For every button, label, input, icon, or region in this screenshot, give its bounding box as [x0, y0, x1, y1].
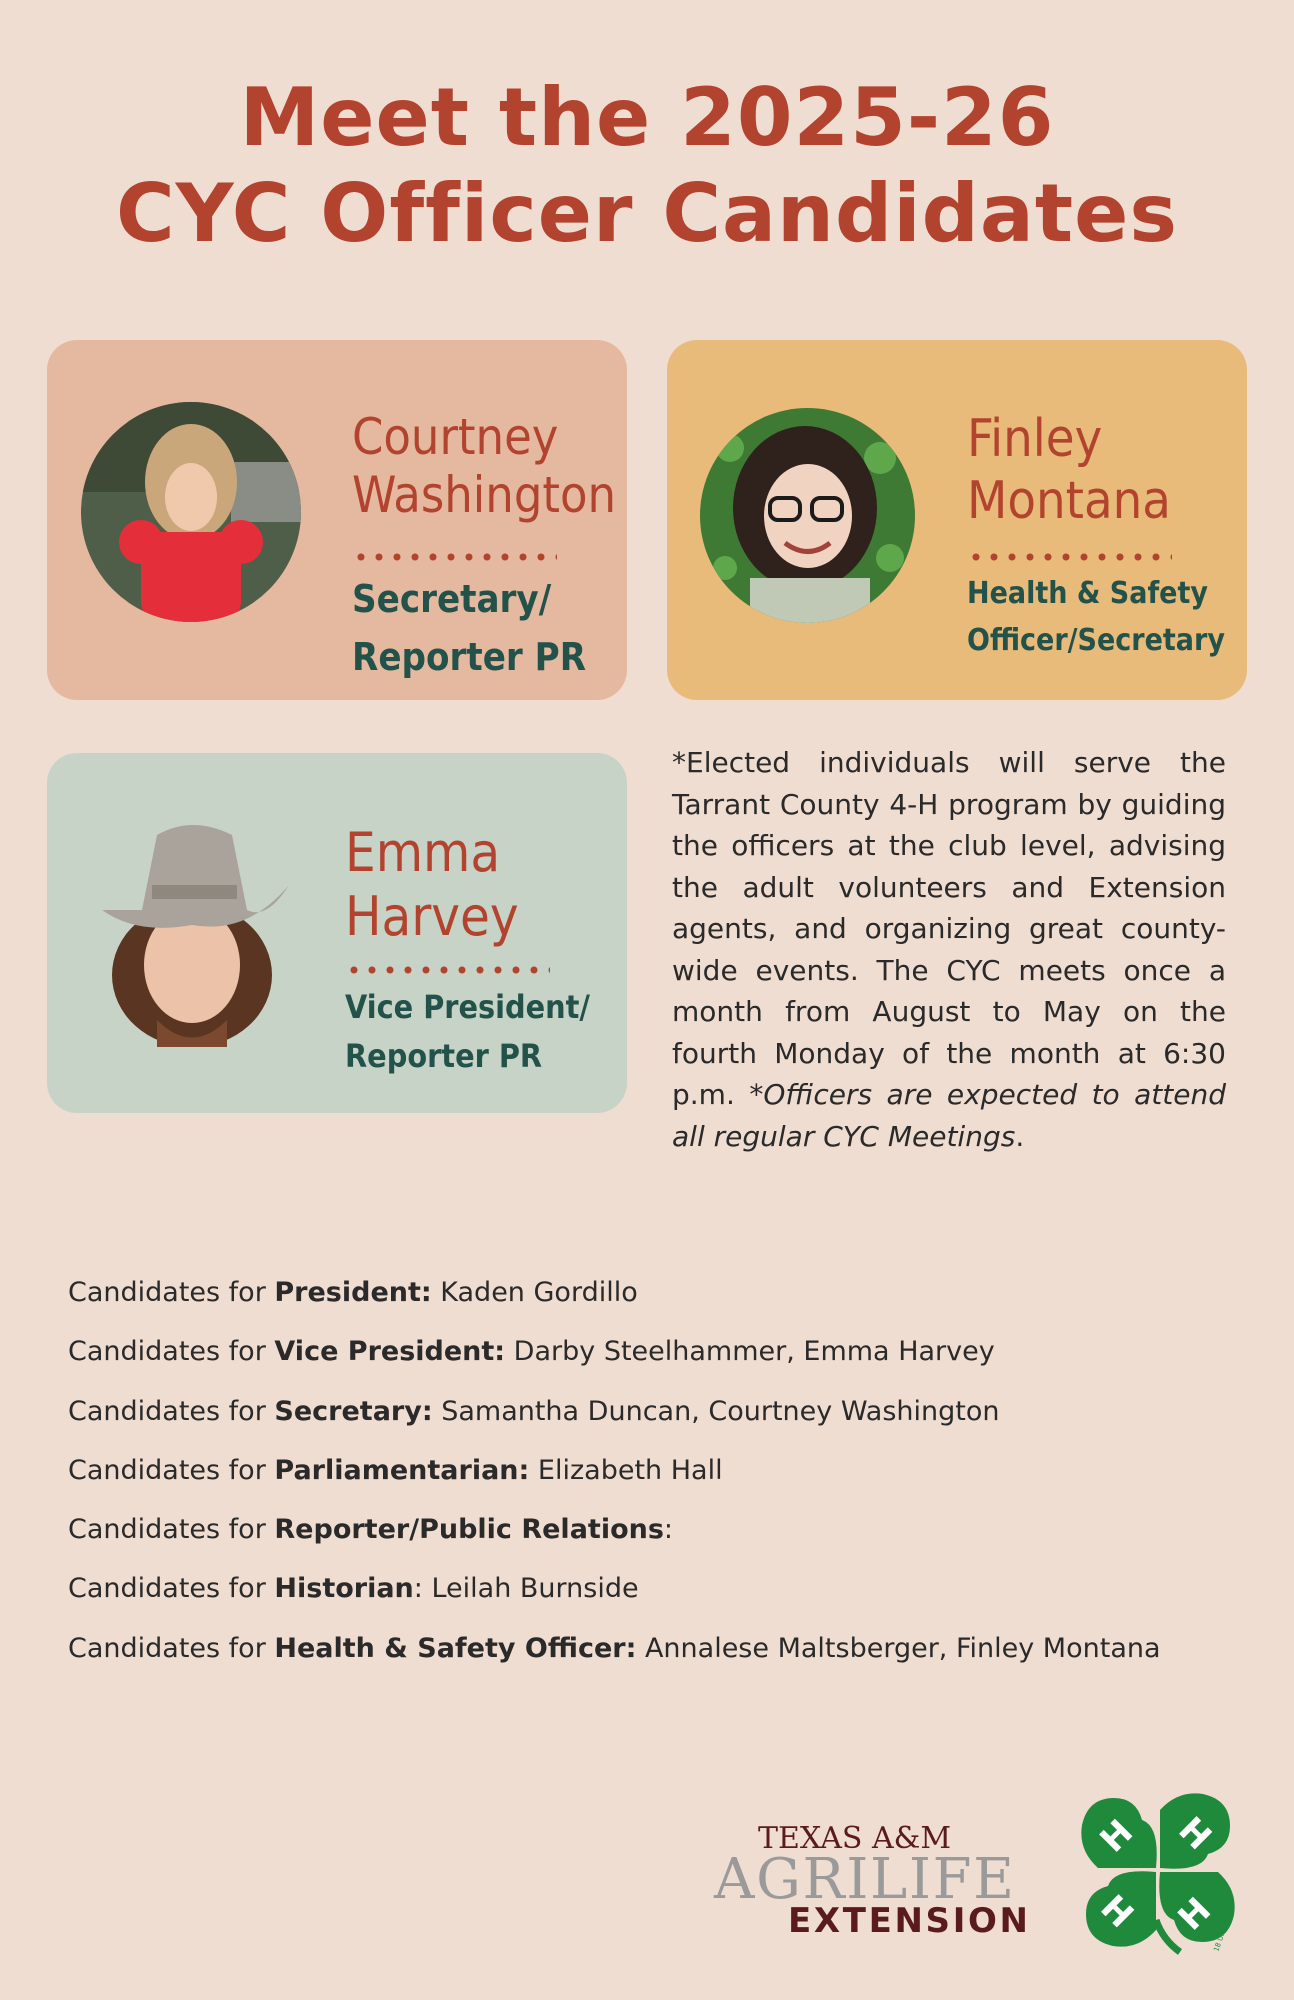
- description-italic: *Officers are expected to attend all regular CYC Meetings: [672, 1078, 1227, 1153]
- list-item: [68, 1629, 1248, 1688]
- four-h-clover-logo: [1068, 1780, 1248, 1960]
- last-name: Harvey: [345, 885, 519, 948]
- candidate-role-finley: [967, 570, 1225, 664]
- list-item: [68, 1392, 1248, 1451]
- list-prefix: Candidates for: [68, 1573, 275, 1605]
- candidate-name-finley: [967, 408, 1171, 532]
- first-name: Finley: [967, 409, 1103, 469]
- list-prefix: Candidates for: [68, 1632, 275, 1664]
- list-office: Secretary:: [274, 1395, 433, 1427]
- list-item: [68, 1273, 1248, 1332]
- role-line-1: Vice President/: [345, 988, 590, 1026]
- agrilife-extension-logo: [708, 1810, 1038, 1940]
- cyc-description: [672, 742, 1226, 1157]
- list-names: Kaden Gordillo: [431, 1277, 638, 1308]
- first-name: Emma: [345, 821, 501, 884]
- list-office: President:: [274, 1277, 432, 1308]
- list-prefix: Candidates for: [68, 1395, 275, 1427]
- dotted-divider: [967, 552, 1172, 562]
- role-line-1: Health & Safety: [967, 576, 1208, 611]
- page-title: [0, 70, 1294, 262]
- candidate-list: [68, 1273, 1248, 1688]
- list-prefix: Candidates for: [68, 1514, 275, 1546]
- agrilife-logo-line-2: AGRILIFE: [714, 1847, 1014, 1912]
- four-h-letter: H: [1170, 1890, 1219, 1939]
- candidate-card-finley: [667, 340, 1247, 700]
- list-names: : Leilah Burnside: [413, 1573, 639, 1605]
- list-names: :: [663, 1514, 674, 1546]
- candidate-name-courtney: [352, 408, 616, 524]
- list-item: [68, 1451, 1248, 1510]
- list-item: [68, 1569, 1248, 1628]
- list-office: Parliamentarian:: [274, 1454, 530, 1486]
- four-h-letter: H: [1092, 1812, 1141, 1861]
- last-name: Montana: [967, 471, 1171, 531]
- list-prefix: Candidates for: [68, 1454, 275, 1486]
- candidate-card-emma: [47, 753, 627, 1113]
- list-names: Darby Steelhammer, Emma Harvey: [505, 1336, 995, 1368]
- role-line-1: Secretary/: [352, 577, 552, 621]
- last-name: Washington: [352, 466, 617, 524]
- list-office: Vice President:: [274, 1336, 506, 1368]
- candidate-role-emma: [345, 983, 590, 1081]
- dotted-divider: [352, 552, 557, 562]
- four-h-code: 18 U.S.C. 707: [1212, 1904, 1237, 1953]
- four-h-letter: H: [1170, 1809, 1219, 1858]
- role-line-2: Officer/Secretary: [967, 623, 1225, 658]
- page-title-line-1: Meet the 2025-26: [239, 71, 1055, 164]
- list-names: Elizabeth Hall: [529, 1454, 723, 1486]
- list-office: Reporter/Public Relations: [274, 1514, 664, 1546]
- page-title-line-2: CYC Officer Candidates: [115, 167, 1179, 260]
- list-office: Health & Safety Officer:: [274, 1632, 637, 1664]
- agrilife-logo-line-3: EXTENSION: [788, 1901, 1028, 1940]
- candidate-name-emma: [345, 821, 519, 949]
- list-prefix: Candidates for: [68, 1336, 275, 1368]
- description-main: *Elected individuals will serve the Tarrant County 4-H program by guiding the officers at the club level, advising the adult volunteers and Extension agents, and organizing great county-wide events. The CYC meets once a month from August to May on the fourth Monday of the month at 6:30 p.m.: [672, 746, 1226, 1111]
- candidate-card-courtney: [47, 340, 627, 700]
- candidate-photo-courtney: [81, 402, 301, 622]
- list-item: [68, 1510, 1248, 1569]
- first-name: Courtney: [352, 408, 559, 466]
- agrilife-logo-line-1: TEXAS A&M: [758, 1821, 952, 1856]
- list-office: Historian: [274, 1573, 414, 1605]
- four-h-letter: H: [1092, 1887, 1141, 1936]
- list-prefix: Candidates for: [68, 1277, 275, 1308]
- dotted-divider: [345, 965, 550, 975]
- role-line-2: Reporter PR: [345, 1037, 543, 1075]
- role-line-2: Reporter PR: [352, 635, 587, 679]
- list-item: [68, 1332, 1248, 1391]
- candidate-photo-emma: [97, 815, 297, 1047]
- candidate-photo-finley: [700, 408, 915, 623]
- candidate-role-courtney: [352, 570, 586, 686]
- list-names: Annalese Maltsberger, Finley Montana: [636, 1632, 1161, 1664]
- list-names: Samantha Duncan, Courtney Washington: [432, 1395, 1000, 1427]
- description-end: .: [1015, 1119, 1025, 1153]
